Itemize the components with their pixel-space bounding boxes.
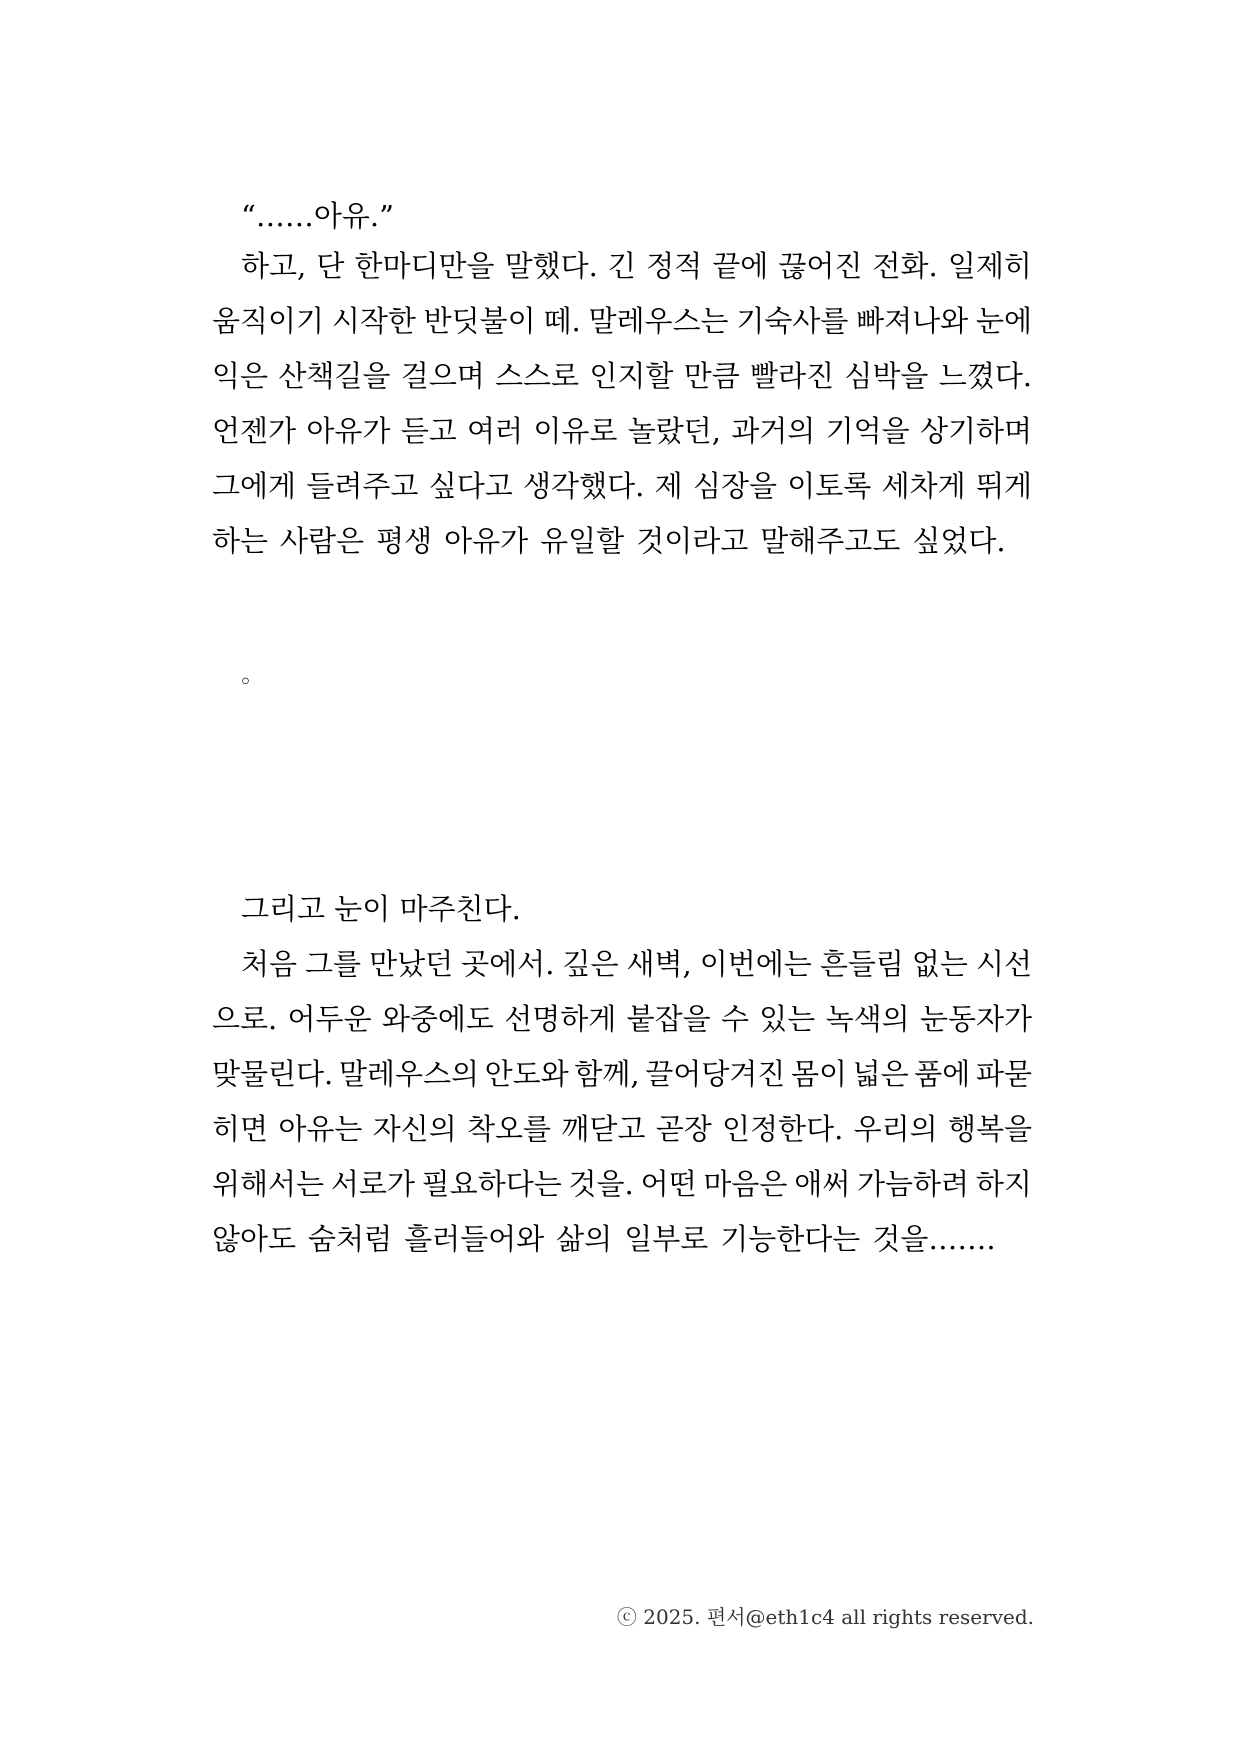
word: 아유가 — [306, 414, 391, 448]
word: 단 — [316, 249, 345, 283]
text-line — [212, 411, 1032, 451]
word: 생각했다. — [523, 469, 645, 503]
word: 세차게 — [881, 469, 966, 503]
word: 깊은 — [562, 947, 619, 981]
word: 녹색의 — [825, 1002, 910, 1036]
copyright-footer: ⓒ 2025. 편서@eth1c4 all rights reserved. — [616, 1605, 1034, 1629]
word: 하는 — [212, 524, 269, 558]
word: 넓은 — [852, 1057, 909, 1091]
word: 착오를 — [467, 1112, 552, 1146]
word: 움직이기 — [212, 304, 325, 338]
word: 기능한다는 — [720, 1222, 861, 1256]
word: 과거의 — [731, 414, 816, 448]
word: 정적 — [646, 249, 703, 283]
word: 시선 — [975, 947, 1032, 981]
section-separator: ◦ — [239, 670, 252, 695]
word: 안도와 — [484, 1057, 569, 1091]
word: 파묻 — [975, 1057, 1032, 1091]
dialogue-text: “……아유.” — [241, 199, 394, 233]
word: 싶었다. — [912, 524, 1006, 558]
word: 것이라고 — [636, 524, 749, 558]
word: 아유가 — [444, 524, 529, 558]
word: 이유로 — [533, 414, 618, 448]
word: 선명하게 — [504, 1002, 617, 1036]
word: 마음은 — [703, 1167, 788, 1201]
word: 처음 — [241, 947, 298, 981]
text-line — [212, 356, 1032, 396]
word: 새벽, — [626, 947, 692, 981]
text-line — [212, 521, 1032, 561]
word: 떼. — [543, 304, 581, 338]
word: 긴 — [607, 249, 636, 283]
word: 하고, — [241, 249, 307, 283]
word: 눈에 — [975, 304, 1032, 338]
dialogue-line — [241, 196, 1032, 236]
text-line — [212, 466, 1032, 506]
word: 일제히 — [947, 249, 1032, 283]
word: 흘러들어와 — [404, 1222, 545, 1256]
word: 들려주고 — [306, 469, 419, 503]
word: 하지 — [975, 1167, 1032, 1201]
word: 여러 — [467, 414, 524, 448]
word: 히면 — [212, 1112, 269, 1146]
word: 기억을 — [825, 414, 910, 448]
word: 흔들림 — [819, 947, 904, 981]
word: 없는 — [911, 947, 968, 981]
word: 맞물린다. — [212, 1057, 334, 1091]
word: 싶다고 — [428, 469, 513, 503]
word: 곳에서. — [461, 947, 555, 981]
word: 끝에 — [712, 249, 769, 283]
word: 품에 — [914, 1057, 971, 1091]
word: 느꼈다. — [938, 359, 1032, 393]
word: 위해서는 — [212, 1167, 325, 1201]
word: 유일할 — [540, 524, 625, 558]
word: 와중에도 — [381, 1002, 494, 1036]
word: 심장을 — [692, 469, 777, 503]
word: 삶의 — [556, 1222, 613, 1256]
line-text: 그리고 눈이 마주친다. — [241, 892, 521, 926]
word: 끌어당겨진 — [645, 1057, 786, 1091]
word: 빠져나와 — [856, 304, 969, 338]
word: 않아도 — [212, 1222, 297, 1256]
word: 끊어진 — [778, 249, 863, 283]
text-line — [212, 1054, 1032, 1094]
word: 서로가 — [330, 1167, 415, 1201]
word: 인지할 — [589, 359, 674, 393]
word: 자신의 — [372, 1112, 457, 1146]
text-line — [241, 944, 1032, 984]
word: 그를 — [305, 947, 362, 981]
word: 만큼 — [683, 359, 740, 393]
word: 말해주고도 — [760, 524, 901, 558]
text-line — [212, 999, 1032, 1039]
text-line — [212, 1219, 1032, 1259]
word: 있는 — [759, 1002, 816, 1036]
word: 말레우스는 — [588, 304, 729, 338]
word: 어두운 — [287, 1002, 372, 1036]
word: 으로. — [212, 1002, 278, 1036]
word: 붙잡을 — [626, 1002, 711, 1036]
word: 이토록 — [787, 469, 872, 503]
word: 반딧불이 — [423, 304, 536, 338]
text-line — [212, 301, 1032, 341]
word: 평생 — [376, 524, 433, 558]
word: 말레우스의 — [338, 1057, 479, 1091]
word: 산책길을 — [278, 359, 391, 393]
word: 상기하며 — [919, 414, 1032, 448]
word: 몸이 — [790, 1057, 847, 1091]
word: 행복을 — [947, 1112, 1032, 1146]
word: 깨닫고 — [561, 1112, 646, 1146]
word: 일부로 — [624, 1222, 709, 1256]
word: 만났던 — [369, 947, 454, 981]
text-line — [212, 1109, 1032, 1149]
word: 언젠가 — [212, 414, 297, 448]
word: 이번에는 — [699, 947, 812, 981]
word: 곧장 — [655, 1112, 712, 1146]
word: 기숙사를 — [736, 304, 849, 338]
word: 한마디만을 — [354, 249, 495, 283]
word: 빨라진 — [750, 359, 835, 393]
word: 사람은 — [280, 524, 365, 558]
word: 애써 — [794, 1167, 851, 1201]
word: 숨처럼 — [308, 1222, 393, 1256]
word: 어떤 — [640, 1167, 697, 1201]
word: 것을……. — [872, 1222, 996, 1256]
text-line — [212, 1164, 1032, 1204]
word: 스스로 — [495, 359, 580, 393]
word: 눈동자가 — [919, 1002, 1032, 1036]
word: 제 — [654, 469, 683, 503]
word: 그에게 — [212, 469, 297, 503]
word: 말했다. — [504, 249, 598, 283]
word: 익은 — [212, 359, 269, 393]
word: 것을. — [568, 1167, 634, 1201]
word: 걸으며 — [400, 359, 485, 393]
word: 놀랐던, — [627, 414, 721, 448]
word: 함께, — [574, 1057, 640, 1091]
word: 듣고 — [400, 414, 457, 448]
text-line — [241, 246, 1032, 286]
word: 인정한다. — [722, 1112, 844, 1146]
word: 수 — [720, 1002, 749, 1036]
word: 시작한 — [331, 304, 416, 338]
word: 뛰게 — [975, 469, 1032, 503]
word: 전화. — [872, 249, 938, 283]
word: 가늠하려 — [857, 1167, 970, 1201]
text-line — [241, 889, 1032, 929]
word: 우리의 — [853, 1112, 938, 1146]
word: 심박을 — [844, 359, 929, 393]
word: 필요하다는 — [421, 1167, 562, 1201]
word: 아유는 — [278, 1112, 363, 1146]
